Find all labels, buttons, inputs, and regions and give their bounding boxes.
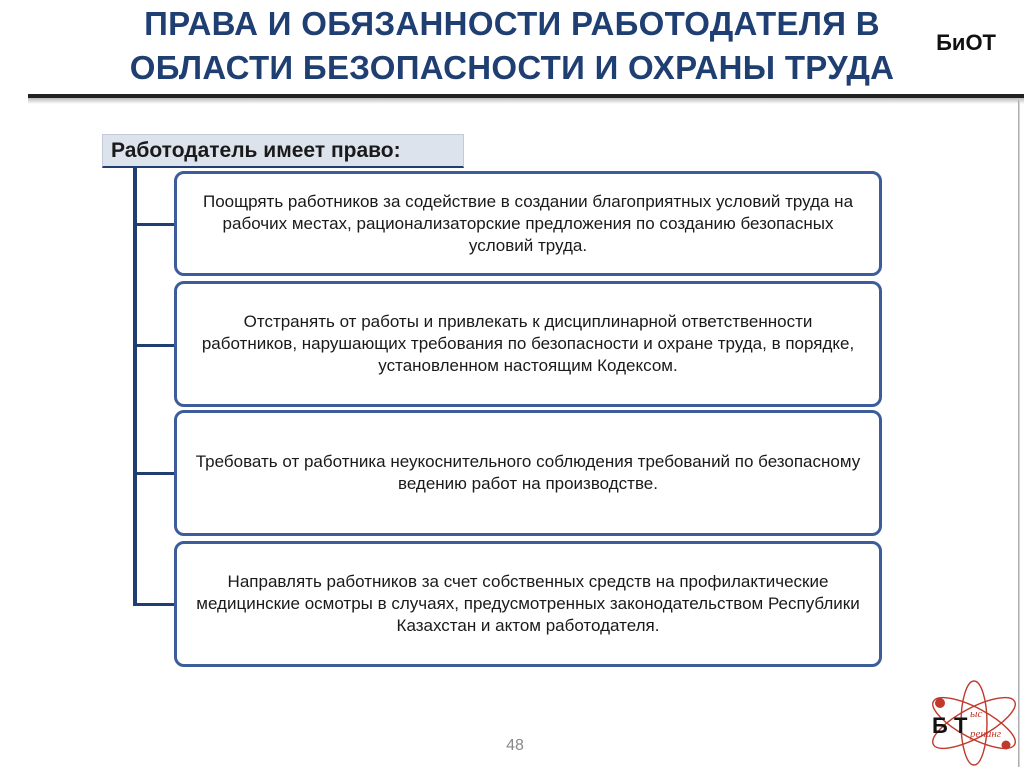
- logo-small-text-1: ыс: [970, 708, 983, 720]
- logo-letter-t: Т: [954, 713, 968, 738]
- diagram-connector-branch: [135, 472, 175, 475]
- atom-logo: [918, 675, 1022, 767]
- title-line-2: ОБЛАСТИ БЕЗОПАСНОСТИ И ОХРАНЫ ТРУДА: [129, 49, 895, 86]
- right-item-box: Отстранять от работы и привлекать к дисциплинарной ответственности работников, нарушающих требования по безопасности и охране труда, в порядке, установленном настоящим Кодексом.: [174, 281, 882, 407]
- title-line-1: ПРАВА И ОБЯЗАННОСТИ РАБОТОДАТЕЛЯ В: [144, 5, 880, 42]
- diagram-connector-branch: [135, 603, 175, 606]
- biot-badge: БиОТ: [936, 30, 996, 55]
- logo-electron: [1002, 741, 1011, 750]
- diagram-connector-spine: [133, 168, 137, 606]
- right-item-box: Направлять работников за счет собственных средств на профилактические медицинские осмотры в случаях, предусмотренных законодательством Республики Казахстан и актом работодателя.: [174, 541, 882, 667]
- slide-title: [0, 2, 1024, 90]
- header-divider-shadow: [28, 98, 1024, 104]
- right-item-box: Требовать от работника неукоснительного соблюдения требований по безопасному ведению работ на производстве.: [174, 410, 882, 536]
- right-item-box: Поощрять работников за содействие в создании благоприятных условий труда на рабочих местах, рационализаторские предложения по созданию безопасных условий труда.: [174, 171, 882, 276]
- logo-small-text-2: ренинг: [970, 728, 1002, 740]
- diagram-connector-branch: [135, 223, 175, 226]
- diagram-connector-branch: [135, 344, 175, 347]
- logo-letter-b: Б: [932, 713, 948, 738]
- diagram-root-label: Работодатель имеет право:: [102, 134, 464, 168]
- right-frame-edge: [1018, 100, 1020, 767]
- logo-electron: [935, 698, 945, 708]
- page-number: 48: [506, 737, 524, 754]
